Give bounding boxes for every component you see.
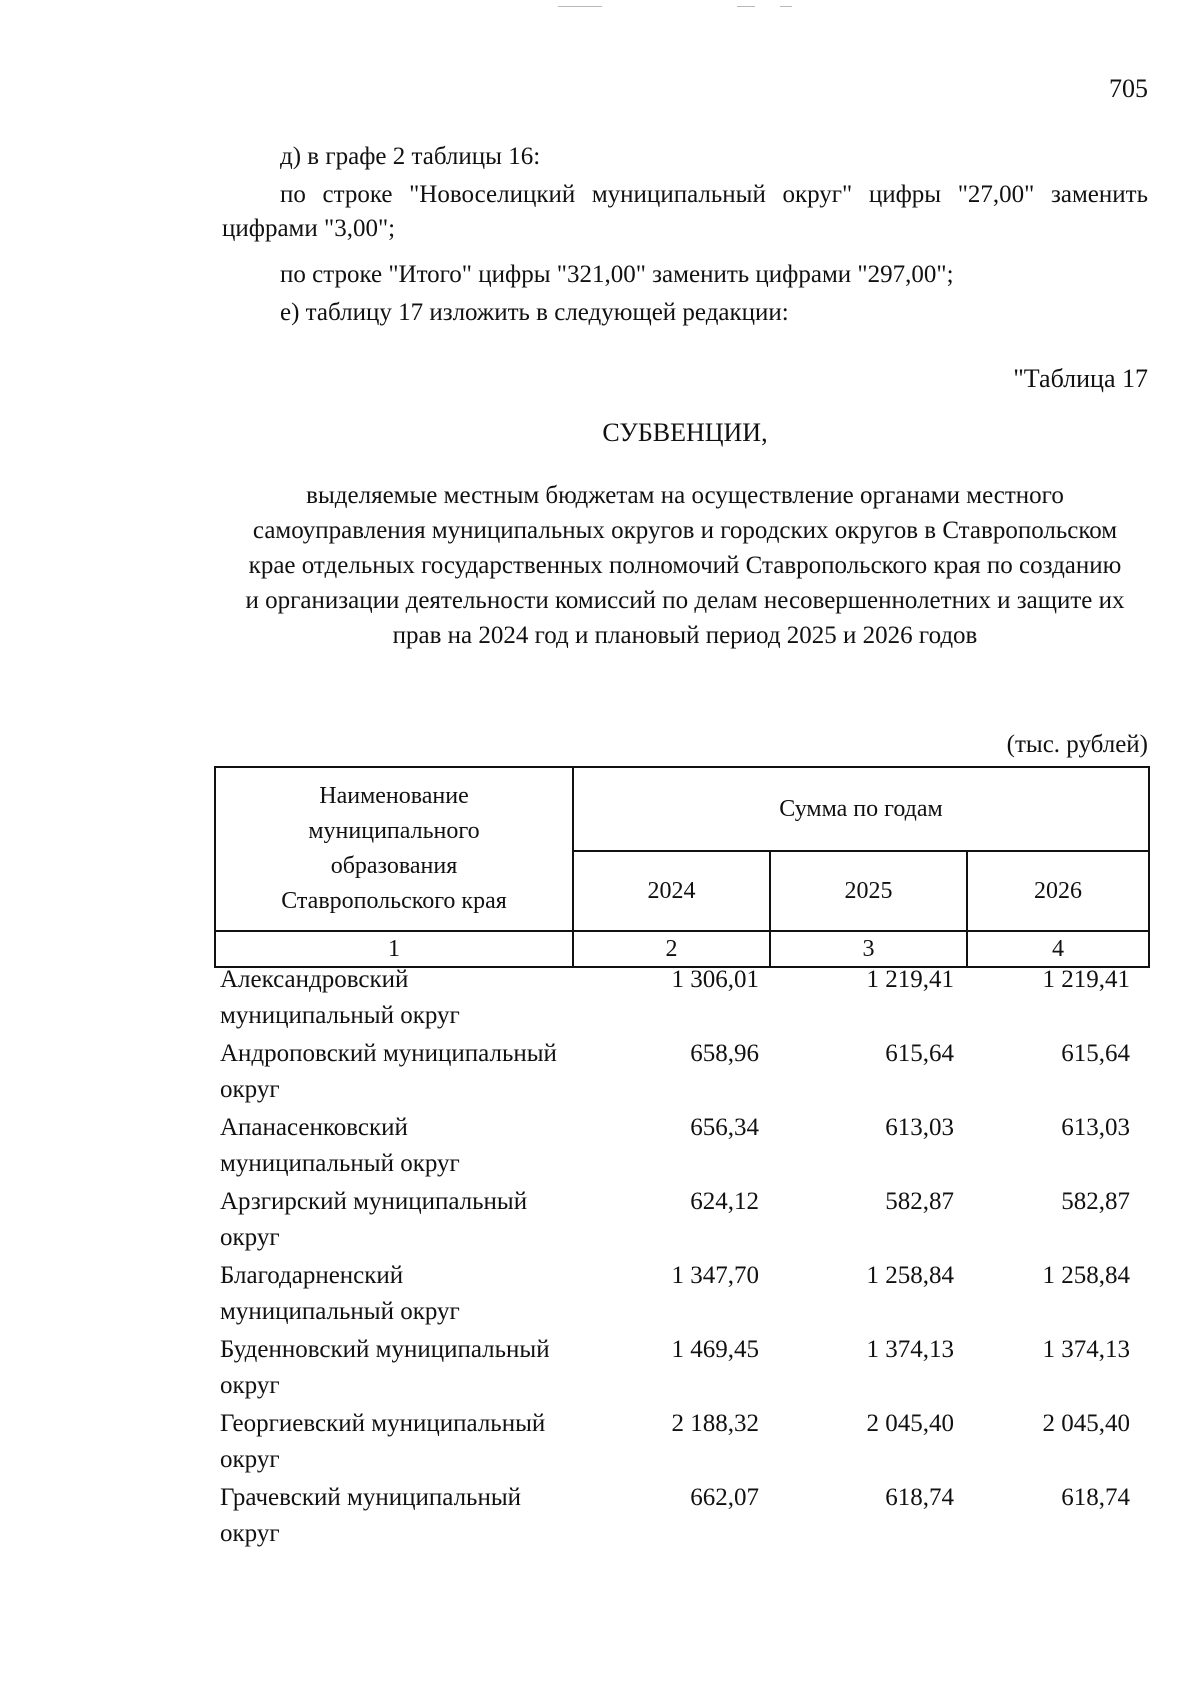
value-2026: 1 258,84 — [1042, 1262, 1130, 1289]
value-2025: 615,64 — [885, 1040, 954, 1067]
municipality-name: Георгиевский муниципальный округ — [220, 1410, 546, 1473]
table-row — [214, 1036, 1150, 1110]
units-label: (тыс. рублей) — [1006, 731, 1148, 758]
table-row — [214, 1184, 1150, 1258]
value-2024: 624,12 — [690, 1188, 759, 1215]
municipality-name: Александровский муниципальный округ — [220, 966, 460, 1029]
value-2025: 618,74 — [885, 1484, 954, 1511]
column-header-name — [215, 767, 573, 931]
value-2024: 2 188,32 — [671, 1410, 759, 1437]
value-2026: 1 374,13 — [1042, 1336, 1130, 1363]
table-row — [214, 1332, 1150, 1406]
value-2024: 662,07 — [690, 1484, 759, 1511]
value-2025: 1 258,84 — [866, 1262, 954, 1289]
table-row — [214, 1480, 1150, 1554]
value-2024: 658,96 — [690, 1040, 759, 1067]
document-title: СУБВЕНЦИИ, — [602, 418, 768, 447]
table-row — [214, 1406, 1150, 1480]
value-2025: 582,87 — [885, 1188, 954, 1215]
column-header-year: 2026 — [967, 851, 1149, 931]
amendment-paragraph: по строке "Новоселицкий муниципальный округ" цифры "27,00" заменить цифрами "3,00"; — [222, 181, 1148, 242]
municipality-name: Апанасенковский муниципальный округ — [220, 1114, 460, 1177]
municipality-name: Арзгирский муниципальный округ — [220, 1188, 528, 1251]
scan-artifact-line — [737, 6, 755, 7]
column-header-year: 2024 — [573, 851, 770, 931]
column-header-sum: Сумма по годам — [573, 767, 1149, 851]
amendment-paragraph: по строке "Итого" цифры "321,00" заменить цифрами "297,00"; — [280, 261, 954, 288]
scan-artifact-line — [780, 6, 792, 7]
column-header-year: 2025 — [770, 851, 967, 931]
municipality-name: Благодарненский муниципальный округ — [220, 1262, 460, 1325]
value-2024: 1 469,45 — [671, 1336, 759, 1363]
table-row — [214, 1258, 1150, 1332]
table-row — [214, 962, 1150, 1036]
document-subtitle: выделяемые местным бюджетам на осуществление органами местного самоуправления муниципальных округов и городских округов в Ставропольском крае отдельных государственных полномочий Ставропольского края по созданию и организации деятельности комиссий по делам несовершеннолетних и защите их прав на 2024 год и плановый период 2025 и 2026 годов — [245, 482, 1125, 649]
value-2026: 615,64 — [1061, 1040, 1130, 1067]
value-2024: 1 306,01 — [671, 966, 759, 993]
value-2025: 1 219,41 — [866, 966, 954, 993]
municipality-name: Буденновский муниципальный округ — [220, 1336, 550, 1399]
municipality-name: Андроповский муниципальный округ — [220, 1040, 557, 1103]
column-number: 2 — [573, 931, 770, 967]
amendment-paragraph: д) в графе 2 таблицы 16: — [280, 143, 541, 170]
value-2024: 1 347,70 — [671, 1262, 759, 1289]
table-body — [214, 962, 1150, 1554]
value-2024: 656,34 — [690, 1114, 759, 1141]
value-2026: 2 045,40 — [1042, 1410, 1130, 1437]
column-number: 4 — [967, 931, 1149, 967]
value-2026: 1 219,41 — [1042, 966, 1130, 993]
table-header — [214, 766, 1150, 968]
amendment-paragraph: е) таблицу 17 изложить в следующей редакции: — [280, 299, 789, 326]
value-2026: 618,74 — [1061, 1484, 1130, 1511]
table-label: "Таблица 17 — [1013, 364, 1148, 393]
municipality-name: Грачевский муниципальный округ — [220, 1484, 522, 1547]
column-number: 1 — [215, 931, 573, 967]
column-number: 3 — [770, 931, 967, 967]
page-number: 705 — [1109, 74, 1148, 103]
column-header-name-text: Наименование муниципального образования Ставропольского края — [281, 783, 507, 914]
value-2025: 2 045,40 — [866, 1410, 954, 1437]
scan-artifact-line — [558, 6, 602, 7]
table-row — [214, 1110, 1150, 1184]
value-2026: 613,03 — [1061, 1114, 1130, 1141]
value-2026: 582,87 — [1061, 1188, 1130, 1215]
value-2025: 613,03 — [885, 1114, 954, 1141]
value-2025: 1 374,13 — [866, 1336, 954, 1363]
